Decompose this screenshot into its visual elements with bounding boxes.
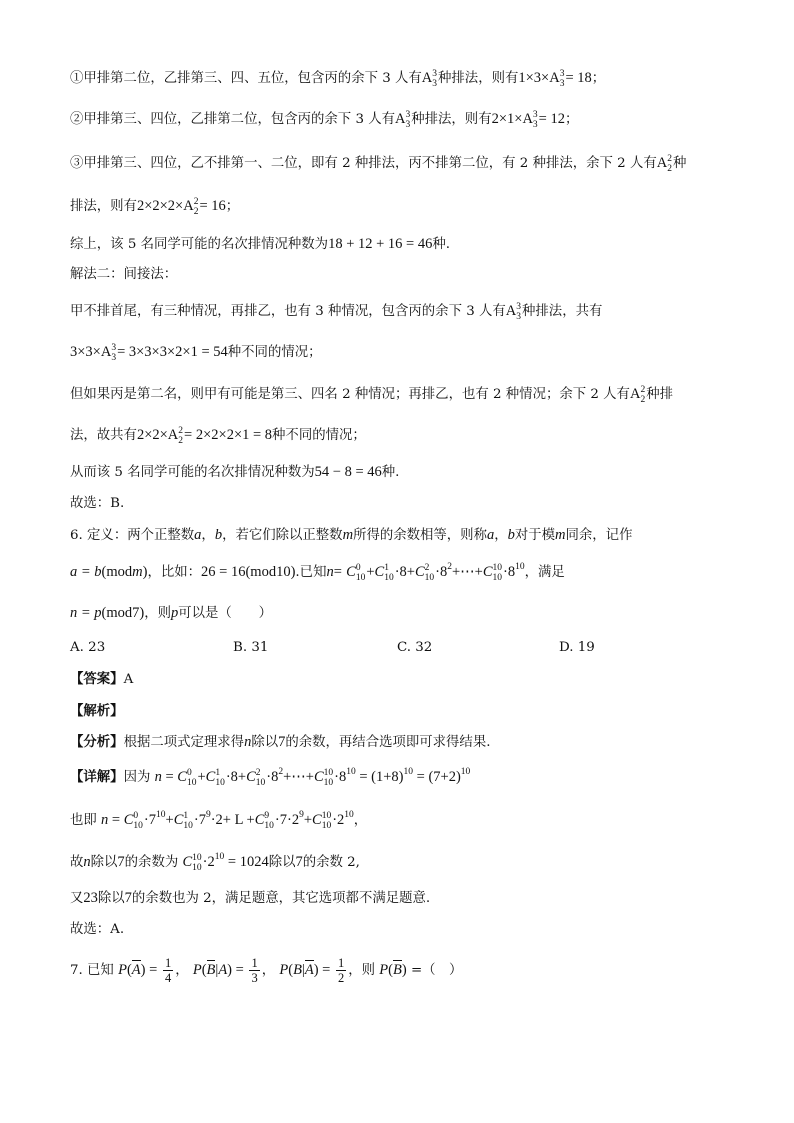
answer-choice-line bbox=[70, 494, 734, 514]
formula: (mod7) bbox=[101, 605, 145, 621]
question-6-line-1 bbox=[70, 525, 734, 546]
xiangjie-tag: 【详解】 bbox=[70, 769, 124, 785]
option-c[interactable]: C. 32 bbox=[397, 640, 433, 655]
text: 的余数也为 2，满足题意，其它选项都不满足题意. bbox=[131, 891, 431, 906]
text: 种排法，则有 bbox=[411, 112, 492, 127]
formula: 18 + 12 + 16 = 46 bbox=[328, 236, 433, 252]
text: ， bbox=[261, 962, 276, 978]
remainder-line: 故n除以7的余数为 C 10 10 $\cdot 2^{10} = 1024$除以7的余数 2, bbox=[70, 852, 360, 873]
perm-a22: A 2 2 bbox=[656, 153, 672, 174]
text: 所得的余数相等，则称 bbox=[353, 528, 487, 543]
fenxi-line: 【分析】根据二项式定理求得n除以7的余数，再结合选项即可求得结果. bbox=[70, 734, 491, 750]
text: 种. bbox=[432, 237, 451, 252]
method-2-heading bbox=[70, 265, 734, 285]
text: 的余数 2, bbox=[302, 855, 360, 870]
case-3-line bbox=[70, 153, 734, 174]
text: 解法二：间接法： bbox=[70, 267, 178, 282]
formula: 1×3×A 3 3 = 18 bbox=[518, 68, 592, 89]
text: ③甲排第三、四位，乙不排第一、二位，即有 2 种排法，丙不排第二位，有 2 种排法，余下 2 人有 bbox=[70, 156, 657, 171]
summary-line bbox=[70, 234, 734, 255]
formula: 2×2×A 2 2 = 2×2×2×1 = 8 bbox=[136, 425, 273, 446]
case-1-line bbox=[70, 68, 734, 89]
text: ， bbox=[175, 962, 189, 978]
question-6-line-2: a = b(modm)，比如：26 = 16(mod10).已知n= C 0 10 +C 1 10 ·8+C 2 10 $\cdot 8^2+\cdots+C$ 10 10 $\cdot 8^{10}$，满足 bbox=[70, 562, 565, 583]
var-n: n bbox=[244, 734, 252, 750]
text: ， bbox=[201, 528, 215, 543]
c10-term: C 10 10 $\cdot 2^{10} = 1024$ bbox=[182, 852, 269, 873]
text: 综上，该 5 名同学可能的名次排情况种数为 bbox=[70, 237, 329, 252]
var-b: b bbox=[214, 527, 223, 543]
prob-not-b-given-a: P(B|A) = $\frac{1}{3}$ bbox=[192, 956, 258, 985]
formula: ) bbox=[142, 564, 148, 580]
perm-a33: A 3 3 bbox=[421, 68, 438, 89]
method-2-line-3 bbox=[70, 384, 734, 405]
option-b[interactable]: B. 31 bbox=[233, 640, 269, 655]
text: .已知 bbox=[295, 565, 327, 580]
text: 也即 bbox=[70, 813, 97, 828]
text: 除以 bbox=[97, 891, 125, 906]
formula: 26 = 16(mod10) bbox=[201, 564, 296, 580]
formula: a = b bbox=[70, 564, 102, 580]
var-p: p bbox=[171, 605, 179, 621]
var-a: a bbox=[194, 527, 202, 543]
binomial-formula: n = C 0 10 +C 1 10 ·8+C 2 10 $\cdot 8^2+\cdots+C$ 10 10 $\cdot 8^{10} = (1+8)^{10} = (7+2)^{10}$ bbox=[154, 767, 471, 788]
xiangjie-line bbox=[70, 767, 734, 788]
text: 种不同的情况； bbox=[272, 428, 366, 443]
text: ①甲排第二位，乙排第三、四、五位，包含丙的余下 3 人有 bbox=[70, 71, 422, 86]
question-7-line bbox=[70, 956, 734, 985]
text: 故 bbox=[70, 855, 84, 870]
var-a: a bbox=[486, 527, 495, 543]
prob-not-b: P(B) bbox=[379, 961, 407, 978]
formula: m bbox=[132, 564, 143, 580]
text: 法，故共有 bbox=[70, 428, 137, 443]
text: 6. 定义：两个正整数 bbox=[70, 528, 195, 543]
text: 的余数，再结合选项即可求得结果. bbox=[285, 735, 491, 750]
text: 种排法，则有 bbox=[438, 71, 519, 86]
text: 因为 bbox=[123, 770, 151, 785]
fenxi-tag: 【分析】 bbox=[70, 734, 124, 750]
text: ，满足 bbox=[524, 565, 565, 580]
text: ，比如： bbox=[147, 565, 202, 580]
answer-line bbox=[70, 669, 734, 690]
text: ②甲排第三、四位，乙排第二位，包含丙的余下 3 人有 bbox=[70, 112, 396, 127]
answer-tag: 【答案】 bbox=[70, 671, 124, 687]
var-b: b bbox=[507, 527, 515, 543]
analysis-heading bbox=[70, 701, 734, 722]
text: 但如果丙是第二名，则甲有可能是第三、四名 2 种情况；再排乙，也有 2 种情况；余下 2 人有 bbox=[70, 387, 630, 402]
expansion-7-2: n = C 0 10 $\cdot 7^{10}+C$ 1 10 $\cdot 7^9\cdot 2+ L +C$ 9 10 $\cdot 7\cdot 2^9+C$ 10 10 $\cdot 2^{10}$ bbox=[101, 810, 354, 831]
formula: 2×2×2×A 2 2 = 16 bbox=[136, 196, 226, 217]
answer-choice-line-2 bbox=[70, 920, 734, 940]
perm-a33: A 3 3 bbox=[505, 301, 522, 322]
text: ，若它们除以正整数 bbox=[222, 528, 343, 543]
text: 种排法，共有 bbox=[522, 304, 603, 319]
conclusion-line: 又23除以7的余数也为 2，满足题意，其它选项都不满足题意. bbox=[70, 890, 431, 906]
binomial-expansion: C 0 10 +C 1 10 ·8+C 2 10 $\cdot 8^2+\cdots+C$ 10 10 $\cdot 8^{10}$ bbox=[346, 562, 525, 583]
perm-a22: A 2 2 bbox=[629, 384, 646, 405]
text: ； bbox=[564, 112, 579, 127]
text: 根据二项式定理求得 bbox=[123, 735, 245, 750]
var-n: n bbox=[83, 854, 91, 870]
text: 种不同的情况； bbox=[227, 345, 322, 360]
text: ， bbox=[494, 528, 508, 543]
text: ， bbox=[353, 813, 368, 828]
method-2-summary bbox=[70, 462, 734, 483]
option-a[interactable]: A. 23 bbox=[70, 640, 106, 655]
text: 故选：B. bbox=[70, 496, 125, 511]
method-2-line-2 bbox=[70, 342, 734, 363]
text: 的余数为 bbox=[124, 855, 179, 870]
formula: 3×3×A 3 3 = 3×3×3×2×1 = 54 bbox=[70, 342, 228, 363]
text: 排法，则有 bbox=[70, 199, 137, 214]
var-m: m bbox=[555, 527, 566, 543]
text: 种排 bbox=[646, 387, 673, 402]
prob-not-a: P(A) = $\frac{1}{4}$ bbox=[118, 956, 172, 985]
text: 同余，记作 bbox=[565, 528, 633, 543]
text: 种 bbox=[672, 156, 687, 171]
case-2-line bbox=[70, 109, 734, 130]
text: 除以 bbox=[268, 855, 296, 870]
text: 又 bbox=[70, 891, 84, 906]
yeji-line bbox=[70, 810, 734, 831]
var-n: n bbox=[326, 564, 334, 580]
prob-b-given-not-a: P(B|A) = $\frac{1}{2}$ bbox=[279, 956, 345, 985]
text: ； bbox=[591, 71, 606, 86]
method-2-line-1 bbox=[70, 301, 734, 322]
text: ； bbox=[225, 199, 240, 214]
perm-a33: A 3 3 bbox=[395, 109, 411, 130]
option-d[interactable]: D. 19 bbox=[559, 640, 595, 655]
text: 7. 已知 bbox=[70, 962, 114, 978]
text: 除以 bbox=[251, 735, 279, 750]
formula: (mod bbox=[101, 564, 133, 580]
text: ，则 bbox=[348, 962, 375, 978]
analysis-tag: 【解析】 bbox=[70, 703, 124, 719]
text: =（ ） bbox=[410, 962, 463, 978]
text: 可以是（ ） bbox=[178, 606, 272, 621]
text: 从而该 5 名同学可能的名次排情况种数为 bbox=[70, 465, 315, 480]
case-3-line-2 bbox=[70, 196, 734, 217]
text: 除以 bbox=[90, 855, 118, 870]
answer-value: A bbox=[123, 672, 134, 687]
formula: n = p bbox=[70, 605, 102, 621]
text: 对于模 bbox=[514, 528, 556, 543]
question-6-line-3 bbox=[70, 603, 734, 624]
text: 甲不排首尾，有三种情况，再排乙，也有 3 种情况，包含丙的余下 3 人有 bbox=[70, 304, 506, 319]
var-m: m bbox=[342, 527, 354, 543]
formula: 54 − 8 = 46 bbox=[314, 464, 382, 480]
text: 故选：A. bbox=[70, 922, 125, 937]
text: ，则 bbox=[144, 606, 172, 621]
formula: 2×1×A 3 3 = 12 bbox=[491, 109, 565, 130]
text: 种. bbox=[381, 465, 400, 480]
method-2-line-4 bbox=[70, 425, 734, 446]
